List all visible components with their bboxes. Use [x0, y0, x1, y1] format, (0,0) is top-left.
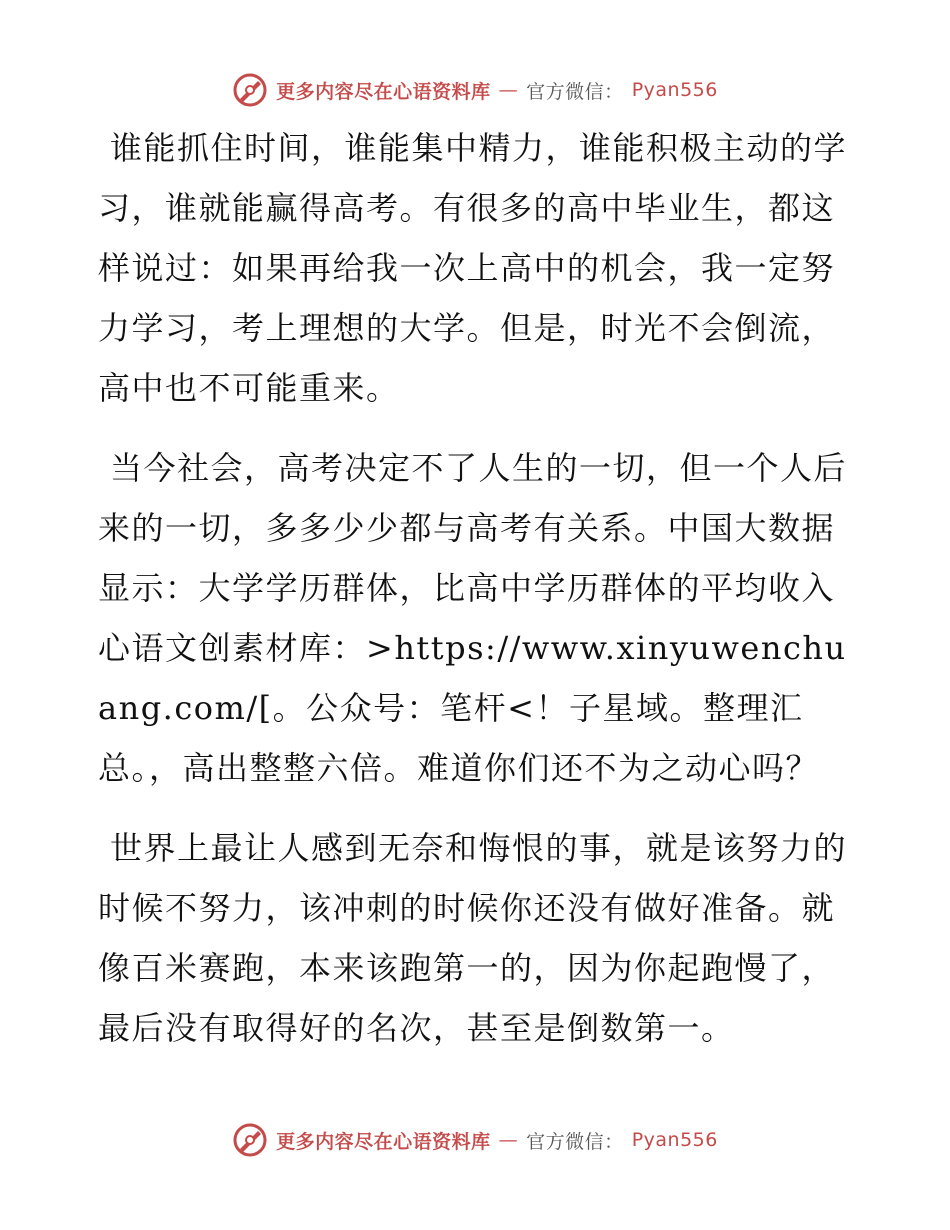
header-banner: [0, 68, 950, 112]
banner-main-text: 更多内容尽在心语资料库: [276, 80, 491, 103]
banner-wechat-label: 官方微信：: [526, 1130, 624, 1153]
banner-dash: —: [498, 79, 519, 101]
banner-wechat-label: 官方微信：: [526, 80, 624, 103]
banner-wechat-id: Pyan556: [631, 79, 718, 101]
brand-logo-icon: [232, 72, 268, 108]
banner-wechat-id: Pyan556: [631, 1129, 718, 1151]
paragraph-2: 当今社会，高考决定不了人生的一切，但一个人后来的一切，多多少少都与高考有关系。中国大数据显示：大学学历群体，比高中学历群体的平均收入心语文创素材库：>https://www.xinyuwenchuang.com/[。公众号：笔杆<！子星域。整理汇总。，高出整整六倍。难道你们还不为之动心吗？: [98, 449, 848, 787]
brand-logo-icon: [232, 1122, 268, 1158]
paragraph-1: 谁能抓住时间，谁能集中精力，谁能积极主动的学习，谁就能赢得高考。有很多的高中毕业生，都这样说过：如果再给我一次上高中的机会，我一定努力学习，考上理想的大学。但是，时光不会倒流，高中也不可能重来。: [98, 129, 848, 407]
banner-dash: —: [498, 1129, 519, 1151]
document-body: [98, 118, 858, 1078]
paragraph-3: 世界上最让人感到无奈和悔恨的事，就是该努力的时候不努力，该冲刺的时候你还没有做好准备。就像百米赛跑，本来该跑第一的，因为你起跑慢了，最后没有取得好的名次，甚至是倒数第一。: [98, 829, 848, 1047]
banner-main-text: 更多内容尽在心语资料库: [276, 1130, 491, 1153]
footer-banner: [0, 1118, 950, 1162]
